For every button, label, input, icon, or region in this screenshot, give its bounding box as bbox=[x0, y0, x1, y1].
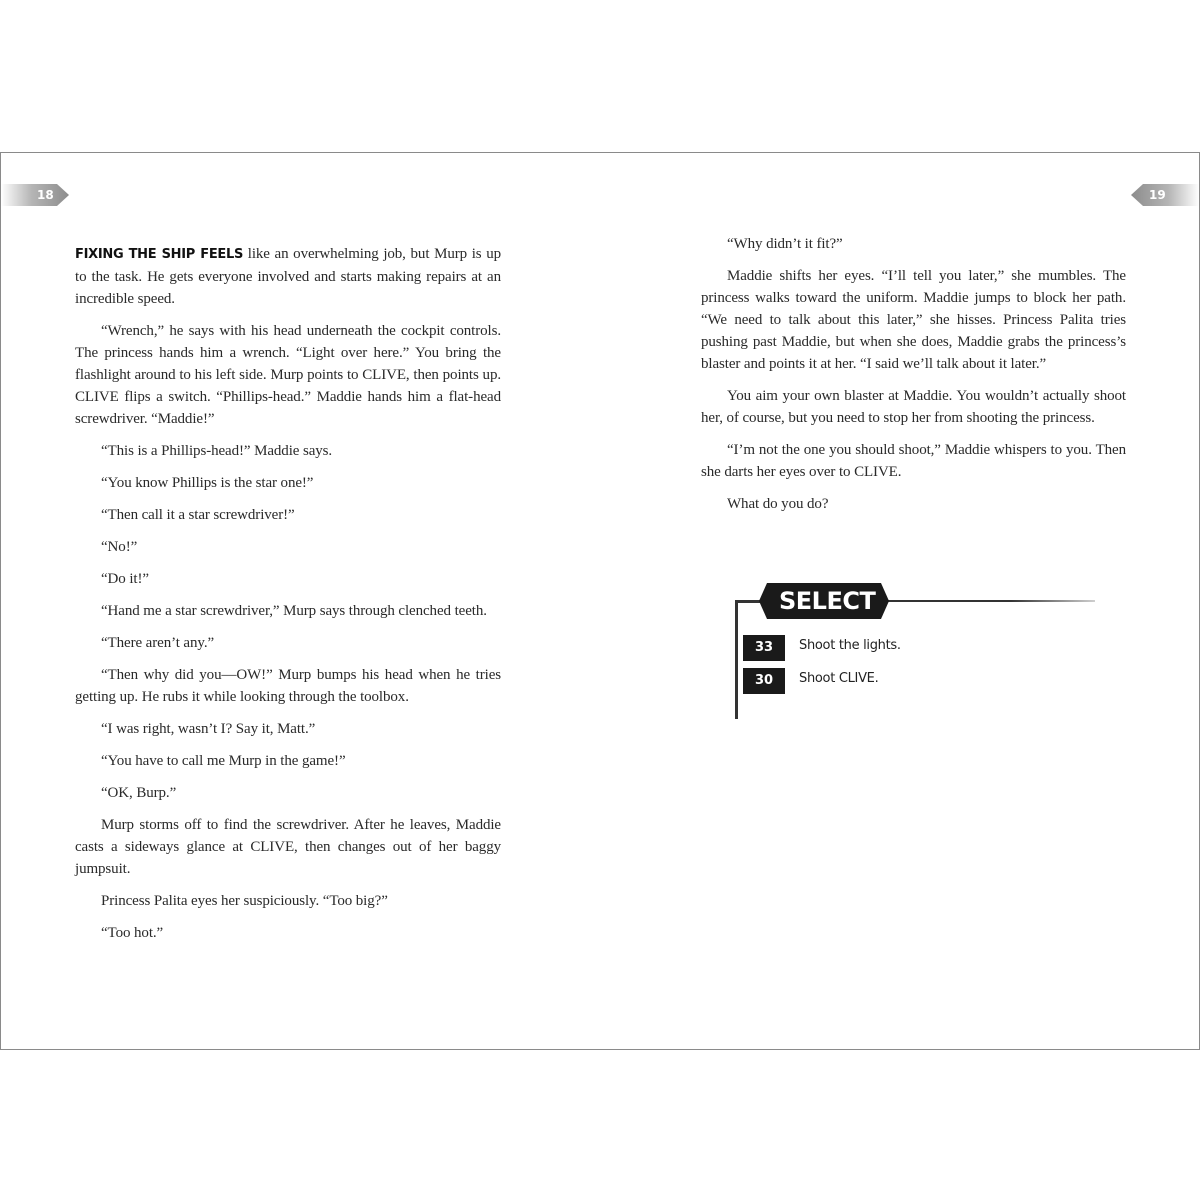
right-page-number: 19 bbox=[1149, 188, 1166, 202]
choice-page-number: 33 bbox=[743, 635, 785, 661]
choice-page-number: 30 bbox=[743, 668, 785, 694]
paragraph: FIXING THE SHIP FEELS like an overwhelming job, but Murp is up to the task. He gets everyone involved and starts making repairs at an incredible speed. bbox=[75, 246, 501, 307]
paragraph: “Wrench,” he says with his head underneath the cockpit controls. The princess hands him a wrench. “Light over here.” You bring the flashlight around to his left side. Murp points to CLIVE, then points up. CLIVE flips a switch. “Phillips-head.” Maddie hands him a flat-head screwdriver. “Maddie!” bbox=[75, 323, 501, 427]
choice-text: Shoot CLIVE. bbox=[799, 671, 879, 686]
left-page-number-tab bbox=[1, 184, 69, 206]
paragraph: “Then call it a star screwdriver!” bbox=[101, 507, 295, 523]
chapter-lead-in: FIXING THE SHIP FEELS bbox=[75, 247, 244, 262]
paragraph: “Do it!” bbox=[101, 571, 149, 587]
choice-option[interactable] bbox=[743, 635, 1043, 661]
right-page-number-tab bbox=[1131, 184, 1199, 206]
paragraph: “Why didn’t it fit?” bbox=[727, 236, 843, 252]
paragraph: “You know Phillips is the star one!” bbox=[101, 475, 314, 491]
paragraph: Maddie shifts her eyes. “I’ll tell you later,” she mumbles. The princess walks toward the uniform. Maddie jumps to block her path. “We need to talk about this later,” she hisses. Princess Palita tries pushing past Maddie, but when she does, Maddie grabs the princess’s blaster and points it at her. “I said we’ll talk about it later.” bbox=[701, 268, 1126, 372]
paragraph: “There aren’t any.” bbox=[101, 635, 215, 651]
paragraph: Murp storms off to find the screwdriver. After he leaves, Maddie casts a sideways glance at CLIVE, then changes out of her baggy jumpsuit. bbox=[75, 817, 501, 877]
choice-text: Shoot the lights. bbox=[799, 638, 901, 653]
paragraph: “No!” bbox=[101, 539, 138, 555]
left-page-text bbox=[75, 243, 501, 954]
right-page-text bbox=[701, 233, 1126, 525]
paragraph: Princess Palita eyes her suspiciously. “Too big?” bbox=[101, 893, 388, 909]
paragraph: “This is a Phillips-head!” Maddie says. bbox=[101, 443, 333, 459]
paragraph: “I’m not the one you should shoot,” Maddie whispers to you. Then she darts her eyes over to CLIVE. bbox=[701, 442, 1126, 480]
select-label: SELECT bbox=[779, 587, 876, 615]
paragraph: You aim your own blaster at Maddie. You wouldn’t actually shoot her, of course, but you need to stop her from shooting the princess. bbox=[701, 388, 1126, 426]
left-page-number: 18 bbox=[37, 188, 54, 202]
select-bracket-line bbox=[735, 601, 738, 719]
book-spread bbox=[0, 152, 1200, 1050]
page-tab-arrow-right-icon bbox=[1, 184, 69, 206]
paragraph: “Too hot.” bbox=[101, 925, 164, 941]
paragraph: “Then why did you—OW!” Murp bumps his head when he tries getting up. He rubs it while looking through the toolbox. bbox=[75, 667, 501, 705]
paragraph: “I was right, wasn’t I? Say it, Matt.” bbox=[101, 721, 316, 737]
paragraph: “You have to call me Murp in the game!” bbox=[101, 753, 346, 769]
paragraph: “OK, Burp.” bbox=[101, 785, 177, 801]
select-choice-box bbox=[735, 581, 1105, 719]
paragraph: “Hand me a star screwdriver,” Murp says through clenched teeth. bbox=[101, 603, 487, 619]
select-banner bbox=[759, 583, 889, 619]
select-rule-line bbox=[885, 600, 1095, 602]
paragraph: What do you do? bbox=[727, 496, 829, 512]
choice-option[interactable] bbox=[743, 668, 1043, 694]
